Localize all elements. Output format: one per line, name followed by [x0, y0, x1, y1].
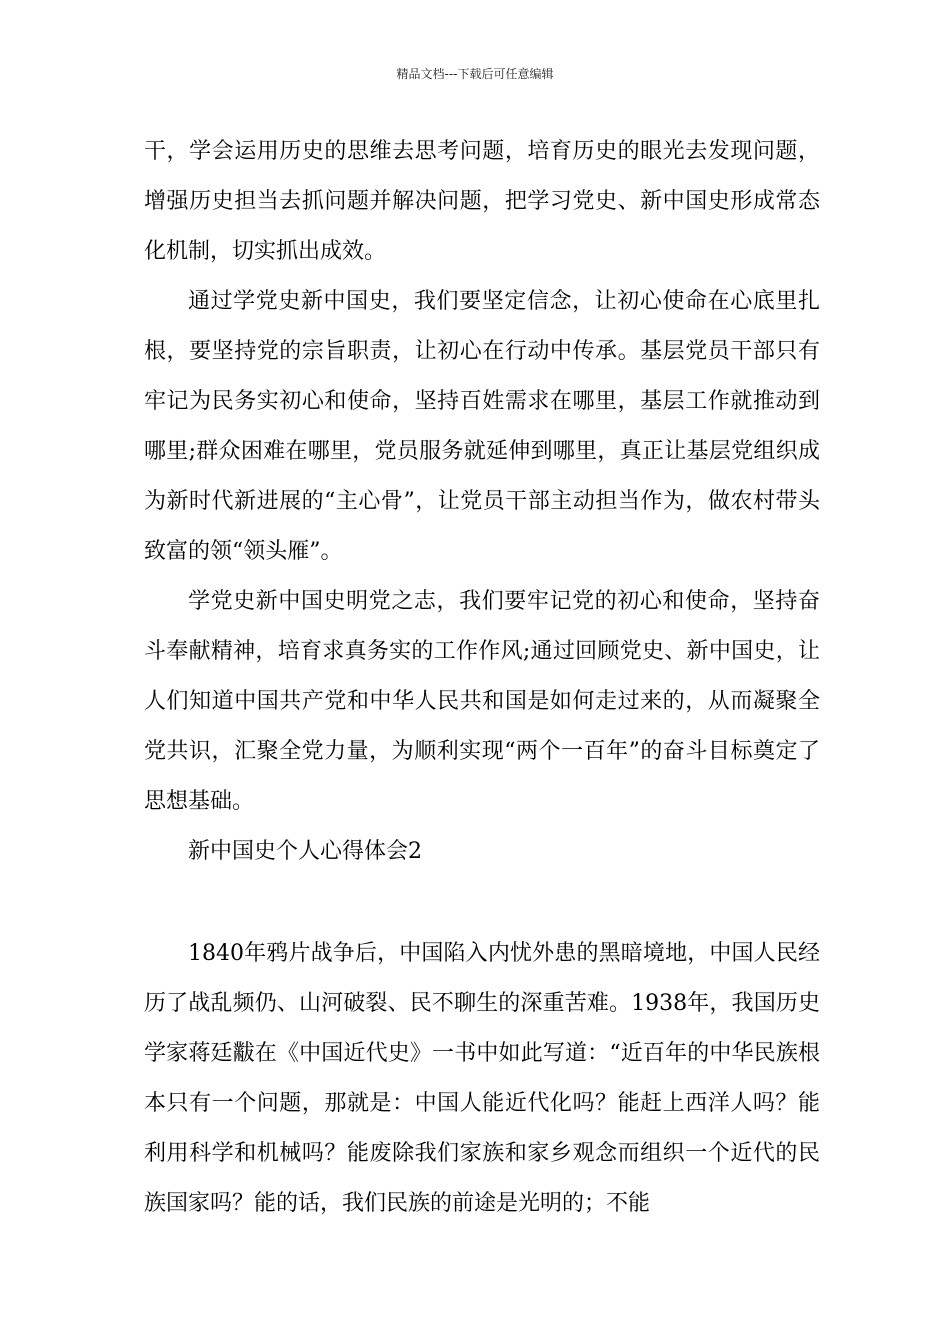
paragraph-continuation: 干，学会运用历史的思维去思考问题，培育历史的眼光去发现问题，增强历史担当去抓问题并解决问题，把学习党史、新中国史形成常态化机制，切实抓出成效。	[144, 139, 820, 264]
page-header: 精品文档---下载后可任意编辑	[396, 67, 554, 81]
paragraph-mission: 学党史新中国史明党之志，我们要牢记党的初心和使命，坚持奋斗奉献精神，培育求真务实的工作作风;通过回顾党史、新中国史，让人们知道中国共产党和中华人民共和国是如何走过来的，从而凝聚全党共识，汇聚全党力量，为顺利实现“两个一百年”的奋斗目标奠定了思想基础。	[144, 589, 820, 814]
paragraph-history: 1840年鸦片战争后，中国陷入内忧外患的黑暗境地，中国人民经历了战乱频仍、山河破裂、民不聊生的深重苦难。1938年，我国历史学家蒋廷黻在《中国近代史》一书中如此写道：“近百年的中华民族根本只有一个问题，那就是：中国人能近代化吗？能赶上西洋人吗？能利用科学和机械吗？能废除我们家族和家乡观念而组织一个近代的民族国家吗？能的话，我们民族的前途是光明的；不能	[144, 941, 820, 1216]
document-body	[144, 127, 820, 1229]
section-heading: 新中国史个人心得体会2	[188, 839, 422, 864]
paragraph-faith: 通过学党史新中国史，我们要坚定信念，让初心使命在心底里扎根，要坚持党的宗旨职责，让初心在行动中传承。基层党员干部只有牢记为民务实初心和使命，坚持百姓需求在哪里，基层工作就推动到哪里;群众困难在哪里，党员服务就延伸到哪里，真正让基层党组织成为新时代新进展的“主心骨”，让党员干部主动担当作为，做农村带头致富的领“领头雁”。	[144, 289, 820, 564]
